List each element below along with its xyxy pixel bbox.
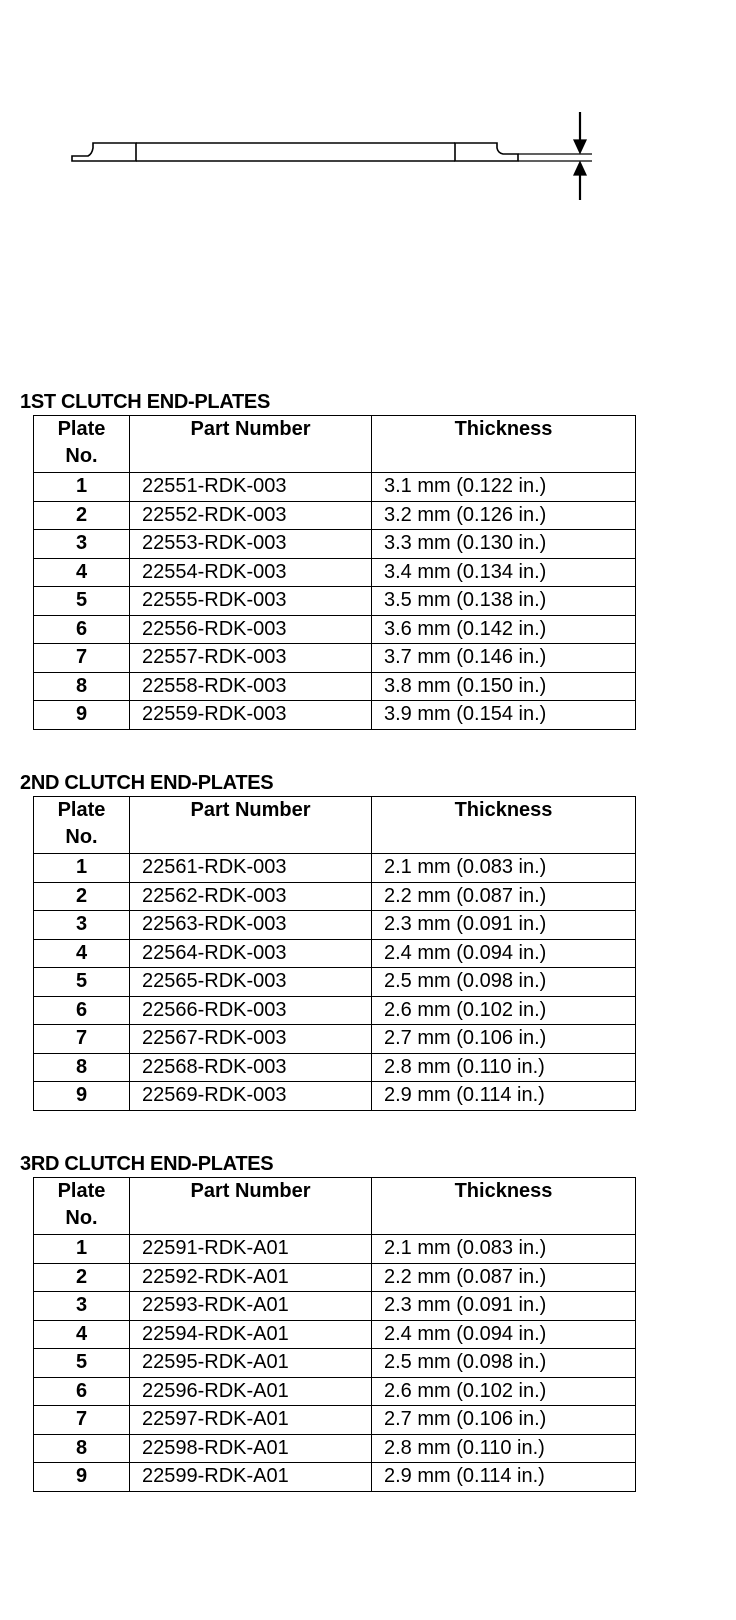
table-row: [34, 968, 636, 997]
end-plates-table-3rd: [33, 1177, 636, 1492]
table-row: [34, 501, 636, 530]
part-number: 22564-RDK-003: [130, 939, 372, 968]
table-row: [34, 1349, 636, 1378]
thickness: 2.8 mm (0.110 in.): [372, 1434, 636, 1463]
table-row: [34, 939, 636, 968]
thickness: 2.4 mm (0.094 in.): [372, 1320, 636, 1349]
table-header-row: [34, 1178, 636, 1235]
table-row: [34, 558, 636, 587]
table-row: [34, 1235, 636, 1264]
table-row: [34, 701, 636, 730]
thickness: 3.8 mm (0.150 in.): [372, 672, 636, 701]
plate-no: 8: [34, 1053, 130, 1082]
plate-no: 2: [34, 501, 130, 530]
section-3rd-clutch: [20, 1153, 636, 1492]
part-number: 22593-RDK-A01: [130, 1292, 372, 1321]
plate-no: 4: [34, 939, 130, 968]
part-number: 22567-RDK-003: [130, 1025, 372, 1054]
plate-no: 4: [34, 558, 130, 587]
thickness: 3.1 mm (0.122 in.): [372, 473, 636, 502]
part-number: 22591-RDK-A01: [130, 1235, 372, 1264]
table-row: [34, 1025, 636, 1054]
section-title: 1ST CLUTCH END-PLATES: [20, 391, 270, 413]
header-thickness: Thickness: [372, 416, 636, 473]
plate-no: 9: [34, 701, 130, 730]
plate-no: 5: [34, 587, 130, 616]
thickness: 2.7 mm (0.106 in.): [372, 1025, 636, 1054]
thickness: 3.5 mm (0.138 in.): [372, 587, 636, 616]
thickness: 3.3 mm (0.130 in.): [372, 530, 636, 559]
thickness: 3.9 mm (0.154 in.): [372, 701, 636, 730]
header-part-number: Part Number: [130, 797, 372, 854]
table-row: [34, 1263, 636, 1292]
thickness: 2.1 mm (0.083 in.): [372, 854, 636, 883]
part-number: 22569-RDK-003: [130, 1082, 372, 1111]
part-number: 22559-RDK-003: [130, 701, 372, 730]
part-number: 22598-RDK-A01: [130, 1434, 372, 1463]
part-number: 22568-RDK-003: [130, 1053, 372, 1082]
plate-no: 7: [34, 644, 130, 673]
header-thickness: Thickness: [372, 1178, 636, 1235]
plate-no: 6: [34, 615, 130, 644]
end-plate-diagram: [0, 0, 736, 260]
part-number: 22562-RDK-003: [130, 882, 372, 911]
plate-no: 6: [34, 1377, 130, 1406]
thickness: 2.9 mm (0.114 in.): [372, 1463, 636, 1492]
table-row: [34, 644, 636, 673]
thickness: 3.4 mm (0.134 in.): [372, 558, 636, 587]
table-row: [34, 615, 636, 644]
part-number: 22551-RDK-003: [130, 473, 372, 502]
thickness: 2.2 mm (0.087 in.): [372, 1263, 636, 1292]
table-row: [34, 1320, 636, 1349]
plate-no: 3: [34, 1292, 130, 1321]
thickness: 2.5 mm (0.098 in.): [372, 968, 636, 997]
header-part-number: Part Number: [130, 416, 372, 473]
table-row: [34, 1377, 636, 1406]
thickness: 2.3 mm (0.091 in.): [372, 911, 636, 940]
thickness: 2.4 mm (0.094 in.): [372, 939, 636, 968]
table-header-row: [34, 797, 636, 854]
section-title: 2ND CLUTCH END-PLATES: [20, 772, 274, 794]
part-number: 22566-RDK-003: [130, 996, 372, 1025]
plate-no: 7: [34, 1406, 130, 1435]
table-row: [34, 672, 636, 701]
table-row: [34, 587, 636, 616]
arrow-down-icon: [574, 140, 586, 153]
plate-no: 1: [34, 854, 130, 883]
plate-no: 2: [34, 1263, 130, 1292]
plate-no: 9: [34, 1463, 130, 1492]
part-number: 22557-RDK-003: [130, 644, 372, 673]
section-2nd-clutch: [20, 772, 636, 1111]
header-thickness: Thickness: [372, 797, 636, 854]
thickness: 3.7 mm (0.146 in.): [372, 644, 636, 673]
plate-no: 6: [34, 996, 130, 1025]
plate-no: 3: [34, 911, 130, 940]
table-row: [34, 996, 636, 1025]
thickness: 2.2 mm (0.087 in.): [372, 882, 636, 911]
part-number: 22565-RDK-003: [130, 968, 372, 997]
table-row: [34, 1053, 636, 1082]
table-row: [34, 1463, 636, 1492]
part-number: 22554-RDK-003: [130, 558, 372, 587]
plate-no: 3: [34, 530, 130, 559]
plate-no: 5: [34, 968, 130, 997]
part-number: 22594-RDK-A01: [130, 1320, 372, 1349]
part-number: 22592-RDK-A01: [130, 1263, 372, 1292]
plate-no: 9: [34, 1082, 130, 1111]
thickness: 2.6 mm (0.102 in.): [372, 996, 636, 1025]
part-number: 22596-RDK-A01: [130, 1377, 372, 1406]
part-number: 22558-RDK-003: [130, 672, 372, 701]
section-1st-clutch: [20, 391, 636, 730]
table-row: [34, 530, 636, 559]
part-number: 22553-RDK-003: [130, 530, 372, 559]
thickness: 2.1 mm (0.083 in.): [372, 1235, 636, 1264]
plate-no: 8: [34, 672, 130, 701]
thickness-dimension: [518, 112, 592, 200]
header-plate-no: Plate No.: [34, 416, 130, 473]
plate-no: 8: [34, 1434, 130, 1463]
thickness: 2.5 mm (0.098 in.): [372, 1349, 636, 1378]
table-row: [34, 854, 636, 883]
thickness: 2.3 mm (0.091 in.): [372, 1292, 636, 1321]
part-number: 22561-RDK-003: [130, 854, 372, 883]
plate-no: 1: [34, 1235, 130, 1264]
thickness: 3.6 mm (0.142 in.): [372, 615, 636, 644]
end-plate-profile: [72, 143, 518, 161]
plate-no: 2: [34, 882, 130, 911]
thickness: 2.9 mm (0.114 in.): [372, 1082, 636, 1111]
end-plates-table-2nd: [33, 796, 636, 1111]
plate-no: 4: [34, 1320, 130, 1349]
thickness: 3.2 mm (0.126 in.): [372, 501, 636, 530]
section-title: 3RD CLUTCH END-PLATES: [20, 1153, 274, 1175]
header-plate-no: Plate No.: [34, 797, 130, 854]
table-row: [34, 1406, 636, 1435]
plate-no: 1: [34, 473, 130, 502]
table-row: [34, 1434, 636, 1463]
thickness: 2.7 mm (0.106 in.): [372, 1406, 636, 1435]
plate-no: 5: [34, 1349, 130, 1378]
part-number: 22552-RDK-003: [130, 501, 372, 530]
part-number: 22556-RDK-003: [130, 615, 372, 644]
header-plate-no: Plate No.: [34, 1178, 130, 1235]
part-number: 22597-RDK-A01: [130, 1406, 372, 1435]
table-header-row: [34, 416, 636, 473]
part-number: 22563-RDK-003: [130, 911, 372, 940]
thickness: 2.8 mm (0.110 in.): [372, 1053, 636, 1082]
arrow-up-icon: [574, 162, 586, 175]
table-row: [34, 473, 636, 502]
table-row: [34, 911, 636, 940]
thickness: 2.6 mm (0.102 in.): [372, 1377, 636, 1406]
part-number: 22599-RDK-A01: [130, 1463, 372, 1492]
header-part-number: Part Number: [130, 1178, 372, 1235]
table-row: [34, 1292, 636, 1321]
part-number: 22595-RDK-A01: [130, 1349, 372, 1378]
table-row: [34, 882, 636, 911]
table-row: [34, 1082, 636, 1111]
part-number: 22555-RDK-003: [130, 587, 372, 616]
plate-no: 7: [34, 1025, 130, 1054]
end-plates-table-1st: [33, 415, 636, 730]
